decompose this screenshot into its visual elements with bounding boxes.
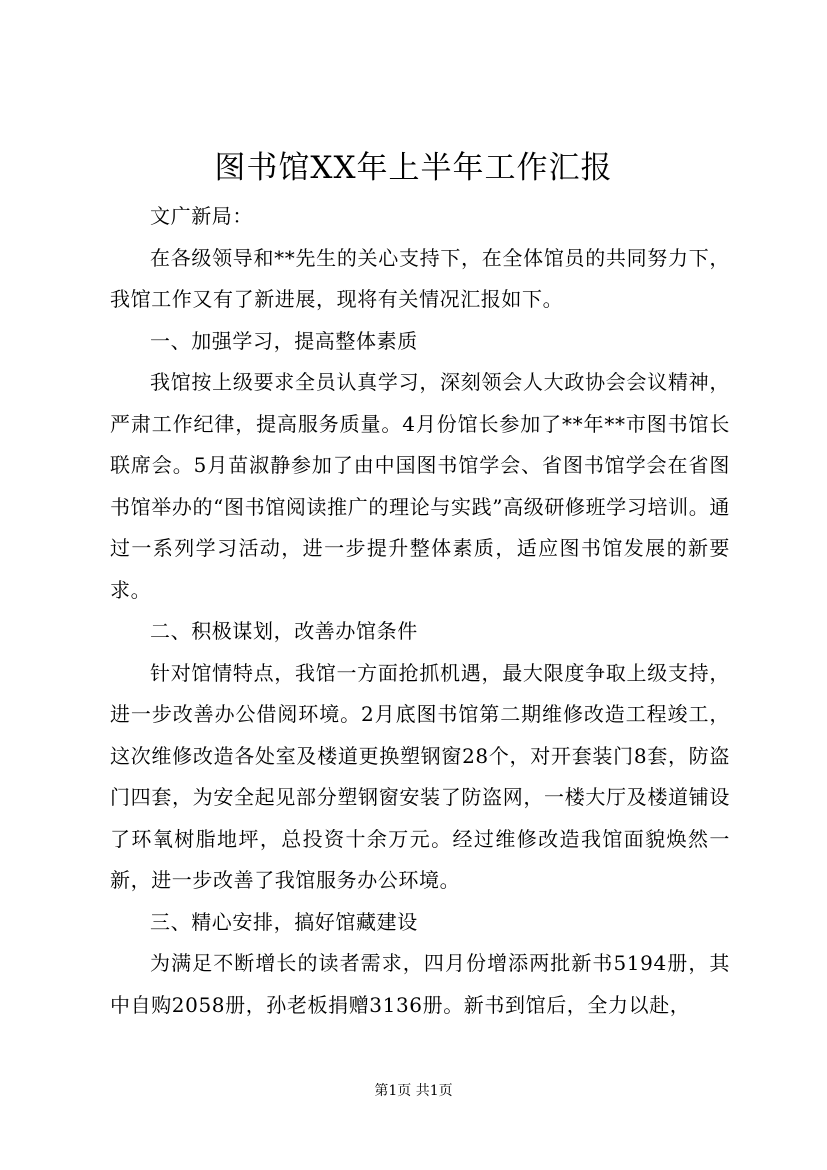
section-heading-3: 三、精心安排，搞好馆藏建设 [150,909,418,934]
page-footer: 第1页 共1页 [374,1083,453,1099]
section-paragraph-3: 为满足不断增长的读者需求，四月份增添两批新书5194册，其中自购2058册，孙老板捐赠3136册。新书到馆后，全力以赴， [110,951,730,1017]
section-heading-2: 二、积极谋划，改善办馆条件 [150,619,418,643]
document-body [110,196,730,1026]
section-paragraph-1: 我馆按上级要求全员认真学习，深刻领会人大政协会会议精神，严肃工作纪律，提高服务质量。4月份馆长参加了**年**市图书馆长联席会。5月苗淑静参加了由中国图书馆学会、省图书馆学会在省图书馆举办的“图书馆阅读推广的理论与实践”高级研修班学习培训。通过一系列学习活动，进一步提升整体素质，适应图书馆发展的新要求。 [110,370,730,602]
section-heading-1: 一、加强学习，提高整体素质 [150,328,418,353]
document-title: 图书馆XX年上半年工作汇报 [214,150,613,186]
salutation: 文广新局： [150,204,253,228]
section-paragraph-2: 针对馆情特点，我馆一方面抢抓机遇，最大限度争取上级支持，进一步改善办公借阅环境。2月底图书馆第二期维修改造工程竣工，这次维修改造各处室及楼道更换塑钢窗28个，对开套装门8套，防盗门四套，为安全起见部分塑钢窗安装了防盗网，一楼大厅及楼道铺设了环氧树脂地坪，总投资十余万元。经过维修改造我馆面貌焕然一新，进一步改善了我馆服务办公环境。 [110,660,730,892]
intro-paragraph: 在各级领导和**先生的关心支持下，在全体馆员的共同努力下，我馆工作又有了新进展，现将有关情况汇报如下。 [110,245,730,311]
